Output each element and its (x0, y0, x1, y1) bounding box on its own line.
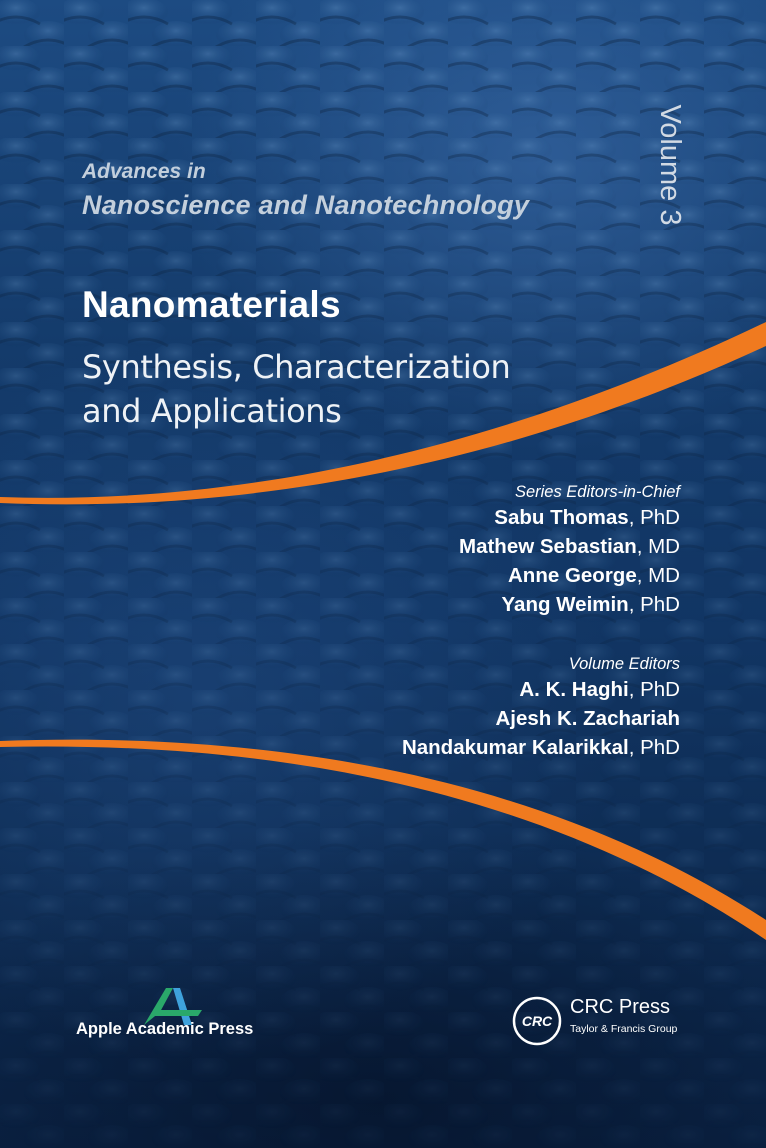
volume-label: Volume 3 (654, 104, 686, 226)
series-title-line2: Nanoscience and Nanotechnology (82, 190, 530, 220)
series-editor (494, 506, 680, 530)
editor-name: Anne George (508, 564, 637, 587)
apple-academic-press-name: Apple Academic Press (76, 1020, 254, 1038)
volume-editors-heading: Volume Editors (568, 655, 680, 673)
editor-credential: , PhD (628, 678, 680, 701)
editor-name: Nandakumar Kalarikkal (401, 736, 629, 759)
volume-editor (402, 736, 680, 760)
volume-editor (495, 707, 680, 731)
series-editor (459, 535, 680, 559)
subtitle-line1: Synthesis, Characterization (82, 348, 511, 386)
series-editor (502, 593, 681, 617)
series-editors-heading: Series Editors-in-Chief (514, 483, 680, 501)
editor-name: Yang Weimin (501, 593, 629, 616)
series-title-line1: Advances in (82, 160, 206, 183)
upper-swoosh (0, 322, 766, 504)
editor-name: Ajesh K. Zachariah (495, 707, 680, 730)
crc-press-name: CRC Press (570, 996, 671, 1018)
volume-editor (519, 678, 680, 702)
subtitle-line2: and Applications (82, 392, 342, 430)
editor-credential: , PhD (628, 736, 680, 759)
editor-name: Sabu Thomas (494, 506, 629, 529)
editor-name: A. K. Haghi (519, 678, 629, 701)
editor-credential: , PhD (628, 506, 680, 529)
editor-credential: , MD (636, 535, 680, 558)
crc-logo-text: CRC (521, 1013, 553, 1029)
crc-press-group: Taylor & Francis Group (570, 1023, 678, 1035)
lower-swoosh (0, 740, 766, 940)
editor-credential: , PhD (628, 593, 680, 616)
editor-name: Mathew Sebastian (459, 535, 637, 558)
series-editor (508, 564, 680, 588)
editor-credential: , MD (636, 564, 680, 587)
book-title: Nanomaterials (82, 284, 341, 325)
crc-press-logo-icon (512, 996, 562, 1046)
